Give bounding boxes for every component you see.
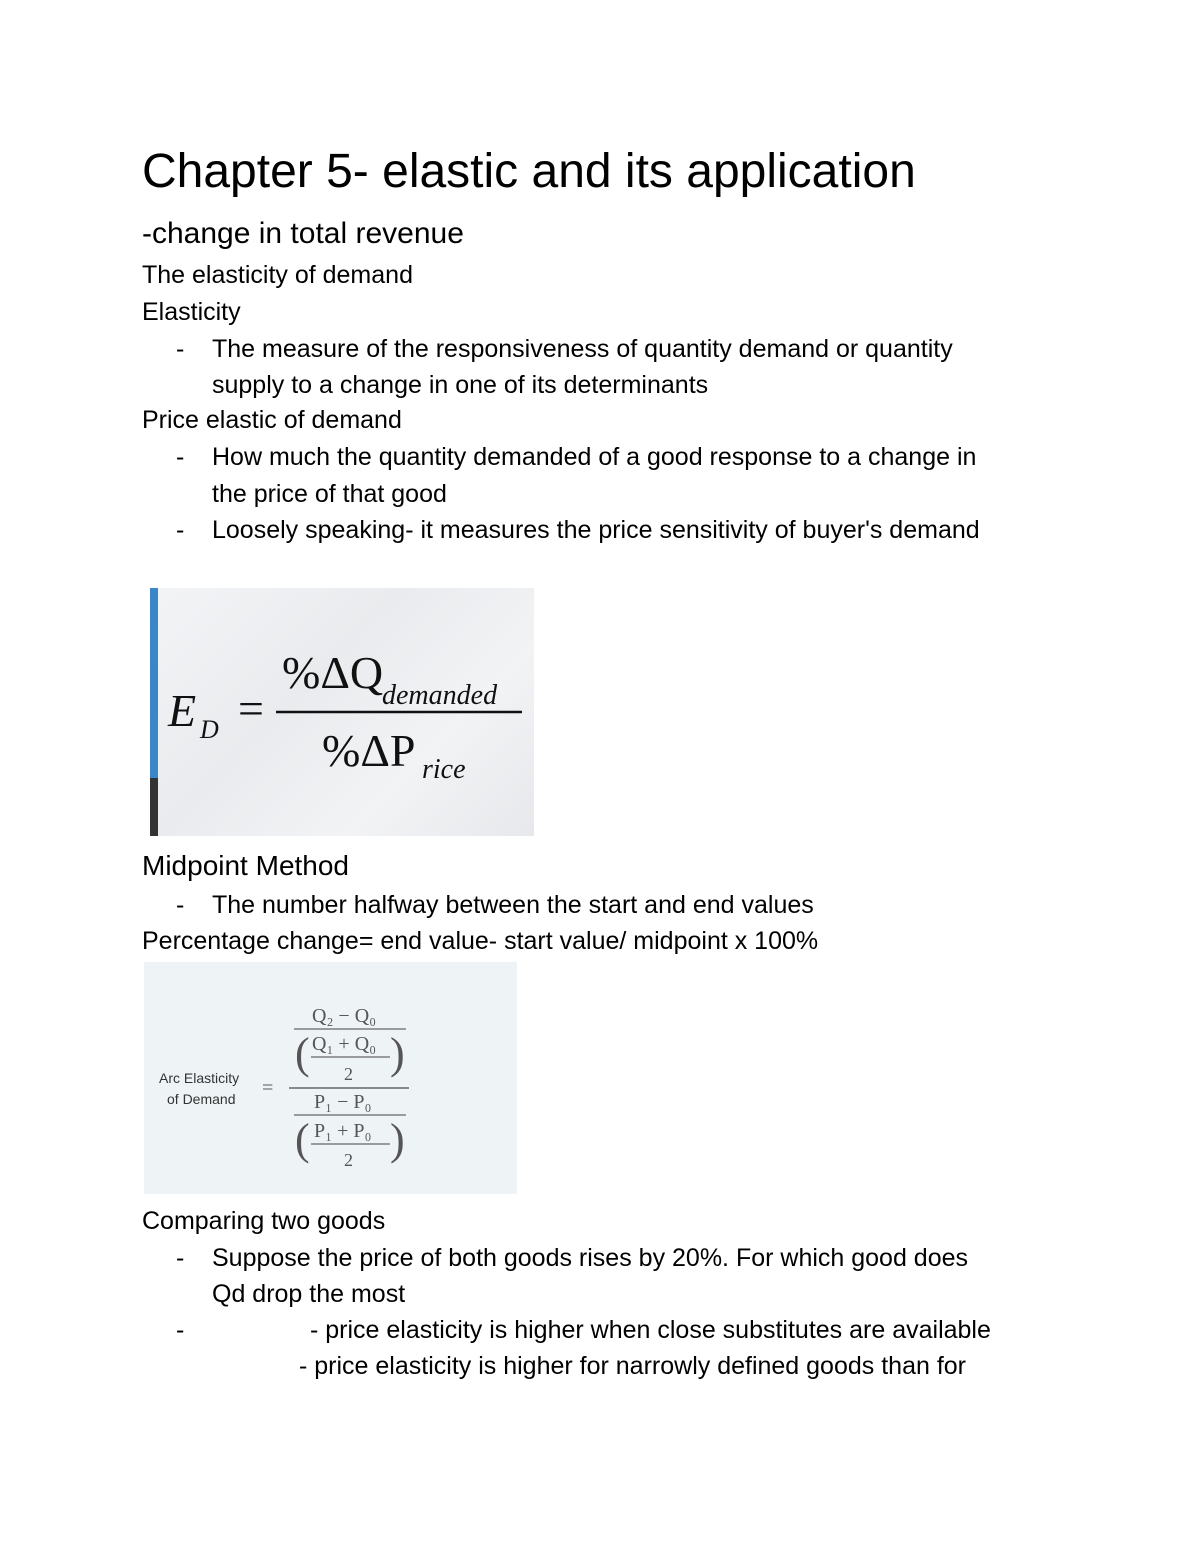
- q-inner-numerator: Q₁ + Q₀: [312, 1033, 377, 1055]
- formula-denominator-sub: rice: [422, 754, 466, 785]
- price-elastic-bullet1-line2: the price of that good: [212, 480, 447, 508]
- elasticity-formula-image: [150, 588, 534, 836]
- p-inner-numerator: P₁ + P₀: [314, 1120, 372, 1142]
- midpoint-bullet1: The number halfway between the start and end values: [212, 891, 814, 919]
- page-title: Chapter 5- elastic and its application: [142, 145, 916, 198]
- arc-elasticity-formula-image: [144, 962, 517, 1194]
- comparing-bullet2: - price elasticity is higher when close substitutes are available: [310, 1316, 991, 1344]
- percentage-change-line: Percentage change= end value- start value/ midpoint x 100%: [142, 927, 819, 955]
- bullet-dash: -: [176, 1244, 185, 1272]
- bullet-dash: -: [176, 335, 185, 363]
- arc-label-line2: of Demand: [167, 1091, 236, 1107]
- elasticity-of-demand-line: The elasticity of demand: [142, 261, 413, 289]
- bullet-dash: -: [176, 443, 185, 471]
- bullet-dash: -: [176, 891, 185, 919]
- formula-equals: =: [238, 683, 264, 734]
- bullet-dash: -: [176, 1316, 185, 1344]
- comparing-bullet3: - price elasticity is higher for narrowly defined goods than for: [299, 1352, 966, 1380]
- q-numerator: Q₂ − Q₀: [312, 1005, 377, 1027]
- p-two: 2: [344, 1150, 353, 1170]
- bullet-dash: -: [176, 516, 185, 544]
- comparing-bullet1-line2: Qd drop the most: [212, 1280, 406, 1308]
- right-paren: ): [390, 1115, 405, 1164]
- subtitle: -change in total revenue: [142, 217, 464, 250]
- price-elastic-bullet1-line1: How much the quantity demanded of a good response to a change in: [212, 443, 977, 471]
- left-paren: (: [295, 1029, 310, 1078]
- arc-label-line1: Arc Elasticity: [159, 1070, 240, 1086]
- formula-numerator: %ΔQ: [282, 647, 384, 698]
- q-two: 2: [344, 1064, 353, 1084]
- elasticity-heading: Elasticity: [142, 298, 241, 326]
- arc-equals: =: [262, 1077, 274, 1099]
- formula-lhs-e: E: [168, 685, 197, 736]
- formula-denominator: %ΔP: [322, 725, 416, 776]
- right-paren: ): [390, 1029, 405, 1078]
- p-numerator: P₁ − P₀: [314, 1091, 372, 1113]
- price-elastic-bullet2: Loosely speaking- it measures the price sensitivity of buyer's demand: [212, 516, 980, 544]
- comparing-heading: Comparing two goods: [142, 1207, 386, 1235]
- formula-numerator-sub: demanded: [382, 680, 498, 711]
- arc-elasticity-formula: [144, 962, 517, 1194]
- price-elastic-heading: Price elastic of demand: [142, 406, 402, 434]
- midpoint-heading: Midpoint Method: [142, 850, 350, 881]
- elasticity-formula: [150, 588, 534, 836]
- elasticity-definition-line1: The measure of the responsiveness of quantity demand or quantity: [212, 335, 953, 363]
- elasticity-definition-line2: supply to a change in one of its determinants: [212, 371, 709, 399]
- formula-lhs-d: D: [200, 715, 219, 744]
- left-paren: (: [295, 1115, 310, 1164]
- comparing-bullet1-line1: Suppose the price of both goods rises by 20%. For which good does: [212, 1244, 969, 1272]
